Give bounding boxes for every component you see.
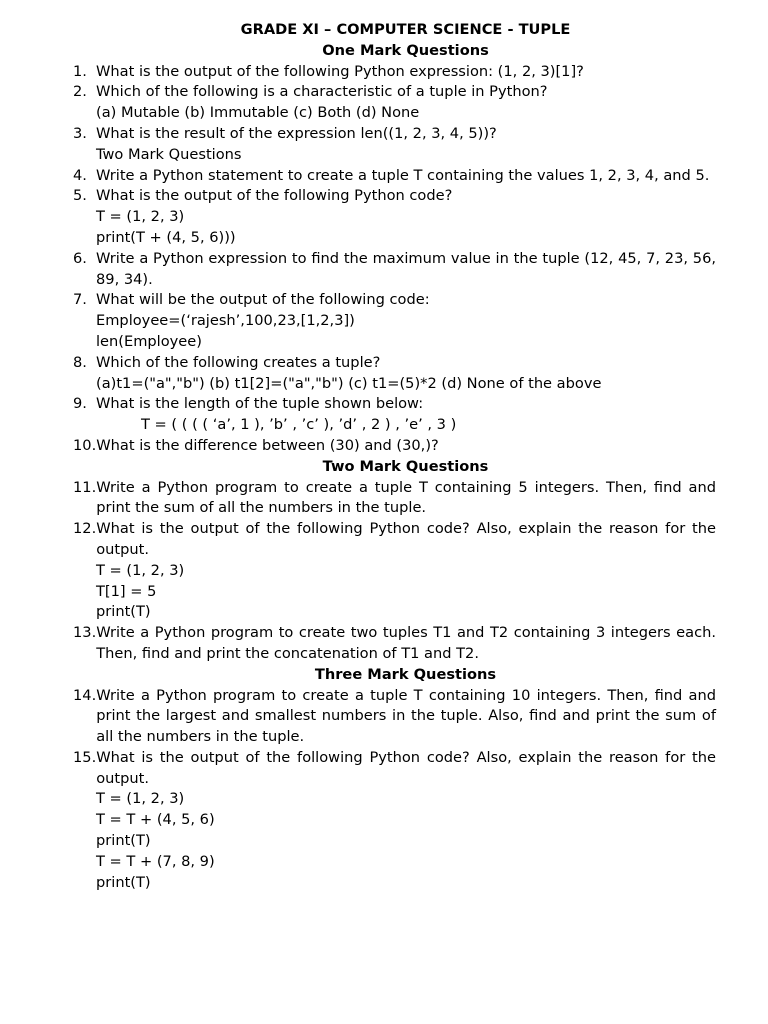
question-14 [73, 686, 716, 748]
question-text: What is the length of the tuple shown below: [96, 395, 424, 413]
question-text: Which of the following creates a tuple? [96, 353, 381, 371]
question-text: Which of the following is a characteristic of a tuple in Python? [96, 83, 548, 101]
question-11 [73, 478, 716, 520]
question-text: Write a Python program to create a tuple T containing 5 integers. Then, find and print the sum of all the numbers in the tuple. [96, 478, 716, 517]
question-1 [73, 62, 716, 83]
code-line: print(T) [96, 873, 151, 891]
question-text: What is the output of the following Python code? [96, 187, 453, 205]
question-number: 2. [73, 83, 87, 101]
question-text: What is the result of the expression len((1, 2, 3, 4, 5))? [96, 124, 497, 142]
question-text: What will be the output of the following code: [96, 291, 430, 309]
question-number: 1. [73, 62, 87, 80]
question-text: What is the output of the following Python code? Also, explain the reason for the output. [96, 520, 716, 558]
question-6 [73, 249, 716, 291]
section-heading-two-mark-inline: Two Mark Questions [96, 145, 242, 163]
question-3 [73, 124, 716, 145]
question-number: 13. [73, 624, 97, 642]
code-line: T = (1, 2, 3) [96, 790, 185, 808]
section-heading-one-mark: One Mark Questions [322, 41, 489, 59]
question-8 [73, 353, 716, 374]
question-text: Write a Python statement to create a tuple T containing the values 1, 2, 3, 4, and 5. [96, 166, 710, 184]
question-number: 10. [73, 436, 97, 454]
question-text: Write a Python expression to find the maximum value in the tuple (12, 45, 7, 23, 56, 89, 34). [96, 249, 716, 288]
document-title: GRADE XI – COMPUTER SCIENCE - TUPLE [240, 21, 571, 38]
code-line: T = (1, 2, 3) [96, 208, 185, 226]
question-4 [73, 166, 716, 187]
question-number: 9. [73, 395, 87, 413]
question-number: 5. [73, 187, 87, 205]
code-line: print(T + (4, 5, 6))) [96, 228, 236, 246]
question-number: 6. [73, 249, 87, 267]
question-12 [73, 519, 716, 561]
code-line: print(T) [96, 603, 151, 621]
question-number: 12. [73, 520, 97, 538]
worksheet-page [73, 20, 716, 893]
code-line: T = (1, 2, 3) [96, 561, 185, 579]
question-text: What is the output of the following Python code? Also, explain the reason for the output. [96, 748, 716, 787]
code-line: T = T + (4, 5, 6) [96, 811, 215, 829]
code-line: T[1] = 5 [96, 582, 157, 600]
question-number: 15. [73, 748, 97, 766]
question-text: Write a Python program to create two tuples T1 and T2 containing 3 integers each. Then, find and print the concatenation of T1 and T2. [96, 624, 716, 662]
question-10 [73, 436, 716, 457]
question-7 [73, 290, 716, 311]
question-text: What is the output of the following Python expression: (1, 2, 3)[1]? [96, 62, 584, 80]
code-line: T = ( ( ( ( ‘a’, 1 ), ’b’ , ’c’ ), ’d’ , 2 ) , ’e’ , 3 ) [141, 416, 457, 434]
question-number: 4. [73, 166, 87, 184]
question-text: Write a Python program to create a tuple T containing 10 integers. Then, find and print the largest and smallest numbers in the tuple. Also, find and print the sum of all the numbers in the tuple. [96, 686, 716, 746]
question-2 [73, 82, 716, 103]
question-15 [73, 748, 716, 790]
section-heading-two-mark: Two Mark Questions [322, 457, 489, 475]
question-line: (a) Mutable (b) Immutable (c) Both (d) None [96, 104, 420, 122]
question-number: 11. [73, 478, 97, 496]
code-line: len(Employee) [96, 332, 202, 350]
question-number: 7. [73, 291, 87, 309]
question-text: What is the difference between (30) and (30,)? [96, 436, 439, 454]
question-number: 14. [73, 686, 97, 704]
question-5 [73, 186, 716, 207]
question-9 [73, 394, 716, 415]
question-13 [73, 623, 716, 665]
question-number: 8. [73, 353, 87, 371]
code-line: T = T + (7, 8, 9) [96, 852, 215, 870]
question-line: (a)t1=("a","b") (b) t1[2]=("a","b") (c) t1=(5)*2 (d) None of the above [96, 374, 602, 392]
question-number: 3. [73, 124, 87, 142]
code-line: Employee=(‘rajesh’,100,23,[1,2,3]) [96, 312, 355, 330]
code-line: print(T) [96, 832, 151, 850]
section-heading-three-mark: Three Mark Questions [314, 665, 497, 683]
